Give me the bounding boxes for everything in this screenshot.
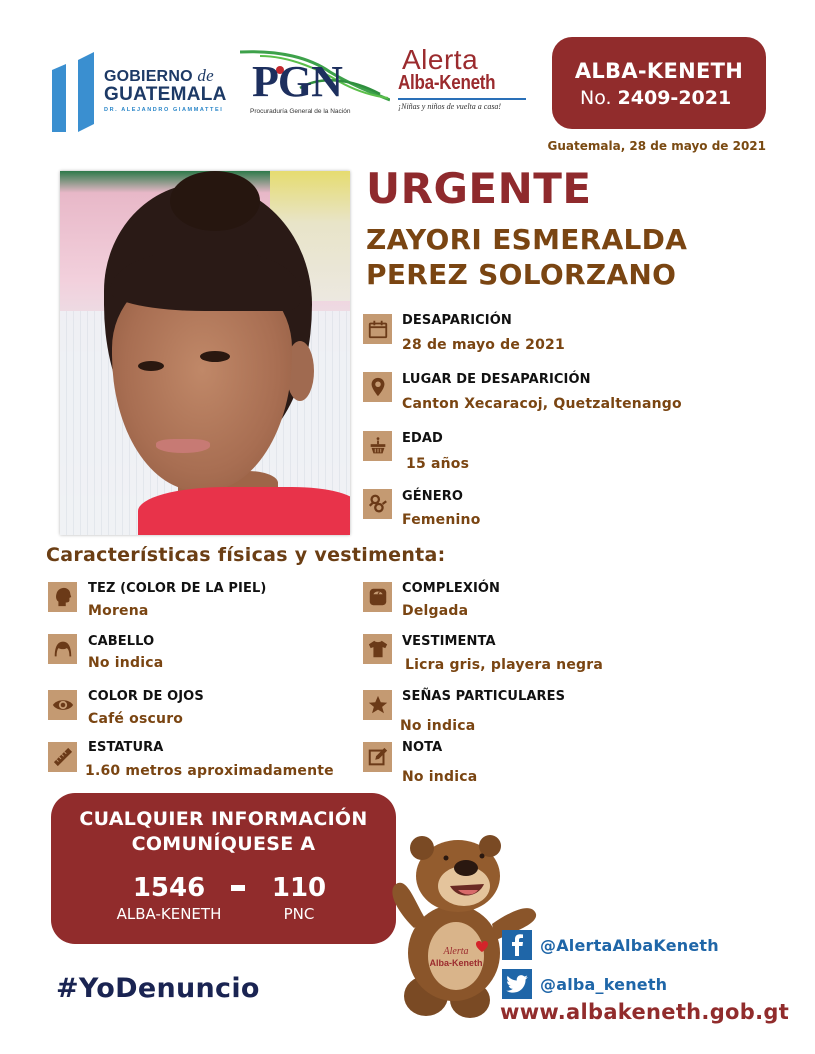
tshirt-icon [363, 634, 392, 664]
gov-logo-script: de [197, 66, 214, 85]
pgn-letters: PGN [252, 57, 342, 106]
birthday-cake-icon [363, 431, 392, 461]
website-link[interactable]: www.albakeneth.gob.gt [500, 1000, 790, 1024]
hair-icon [48, 634, 77, 664]
char-value-clothing: Licra gris, playera negra [405, 657, 604, 673]
location-pin-icon [363, 372, 392, 402]
detail-value-location: Canton Xecaracoj, Quetzaltenango [402, 396, 682, 412]
government-logo-bars [52, 52, 96, 132]
gov-logo-line1: GOBIERNO [104, 68, 193, 85]
case-number-prefix: No. [580, 87, 612, 109]
issue-date: Guatemala, 28 de mayo de 2021 [547, 139, 766, 153]
char-value-marks: No indica [400, 718, 476, 734]
urgent-heading: URGENTE [366, 164, 592, 213]
char-label-eyes: COLOR DE OJOS [88, 689, 204, 704]
hashtag: #YoDenuncio [56, 973, 260, 1004]
case-badge-title: ALBA-KENETH [574, 59, 744, 83]
ruler-icon [48, 742, 77, 772]
twitter-handle[interactable]: @alba_keneth [540, 975, 668, 994]
detail-label-location: LUGAR DE DESAPARICIÓN [402, 372, 591, 387]
alert-logo-line1: Alerta [402, 44, 479, 75]
char-value-eyes: Café oscuro [88, 711, 184, 727]
char-value-build: Delgada [402, 603, 469, 619]
person-name-line1: ZAYORI ESMERALDA [366, 223, 688, 256]
facebook-handle[interactable]: @AlertaAlbaKeneth [540, 936, 719, 955]
eye-icon [48, 690, 77, 720]
mascot-badge-line1: Alerta [443, 946, 469, 957]
detail-value-disappearance: 28 de mayo de 2021 [402, 337, 565, 353]
person-name-line2: PEREZ SOLORZANO [366, 258, 677, 291]
case-number [580, 87, 731, 109]
char-label-build: COMPLEXIÓN [402, 581, 501, 596]
pgn-logo [240, 48, 390, 118]
alert-logo-underline [398, 98, 526, 100]
case-number-badge [552, 37, 766, 129]
facebook-icon[interactable] [502, 930, 532, 960]
gov-logo-line3: DR. ALEJANDRO GIAMMATTEI [104, 107, 224, 113]
char-label-marks: SEÑAS PARTICULARES [402, 689, 566, 704]
star-icon [363, 690, 392, 720]
contact-line1: CUALQUIER INFORMACIÓN [79, 808, 368, 830]
case-number-value: 2409-2021 [617, 87, 732, 109]
alert-logo-slogan: ¡Niñas y niños de vuelta a casa! [398, 102, 502, 111]
alba-keneth-logo [396, 46, 532, 116]
detail-label-disappearance: DESAPARICIÓN [402, 313, 512, 328]
phone-pnc-label: PNC [283, 905, 315, 923]
scale-icon [363, 582, 392, 612]
contact-box [51, 793, 396, 944]
guatemala-columns-icon [52, 52, 96, 132]
pgn-subtitle: Procuraduría General de la Nación [250, 108, 351, 115]
char-label-height: ESTATURA [88, 740, 164, 755]
gender-icon [363, 489, 392, 519]
char-value-skin: Morena [88, 603, 149, 619]
characteristics-heading: Características físicas y vestimenta: [46, 544, 446, 566]
char-value-hair: No indica [88, 655, 164, 671]
phone-alba-keneth-label: ALBA-KENETH [116, 905, 222, 923]
char-value-note: No indica [402, 769, 478, 785]
phone-alba-keneth[interactable]: 1546 [132, 873, 206, 903]
detail-label-age: EDAD [402, 431, 443, 446]
calendar-icon [363, 314, 392, 344]
char-value-height: 1.60 metros aproximadamente [85, 763, 334, 779]
detail-value-age: 15 años [406, 456, 470, 472]
phone-separator [231, 885, 245, 891]
detail-label-gender: GÉNERO [402, 489, 463, 504]
char-label-hair: CABELLO [88, 634, 155, 649]
head-profile-icon [48, 582, 77, 612]
detail-value-gender: Femenino [402, 512, 481, 528]
note-edit-icon [363, 742, 392, 772]
mascot-badge-line2: Alba-Keneth [429, 958, 483, 968]
twitter-icon[interactable] [502, 969, 532, 999]
missing-person-photo [60, 171, 350, 535]
government-logo [104, 68, 227, 113]
alert-logo-line2: Alba-Keneth [398, 72, 496, 94]
contact-line2: COMUNÍQUESE A [131, 833, 316, 855]
char-label-clothing: VESTIMENTA [402, 634, 496, 649]
gov-logo-line2: GUATEMALA [104, 84, 227, 105]
char-label-skin: TEZ (COLOR DE LA PIEL) [88, 581, 267, 596]
phone-pnc[interactable]: 110 [271, 873, 327, 903]
char-label-note: NOTA [402, 740, 443, 755]
